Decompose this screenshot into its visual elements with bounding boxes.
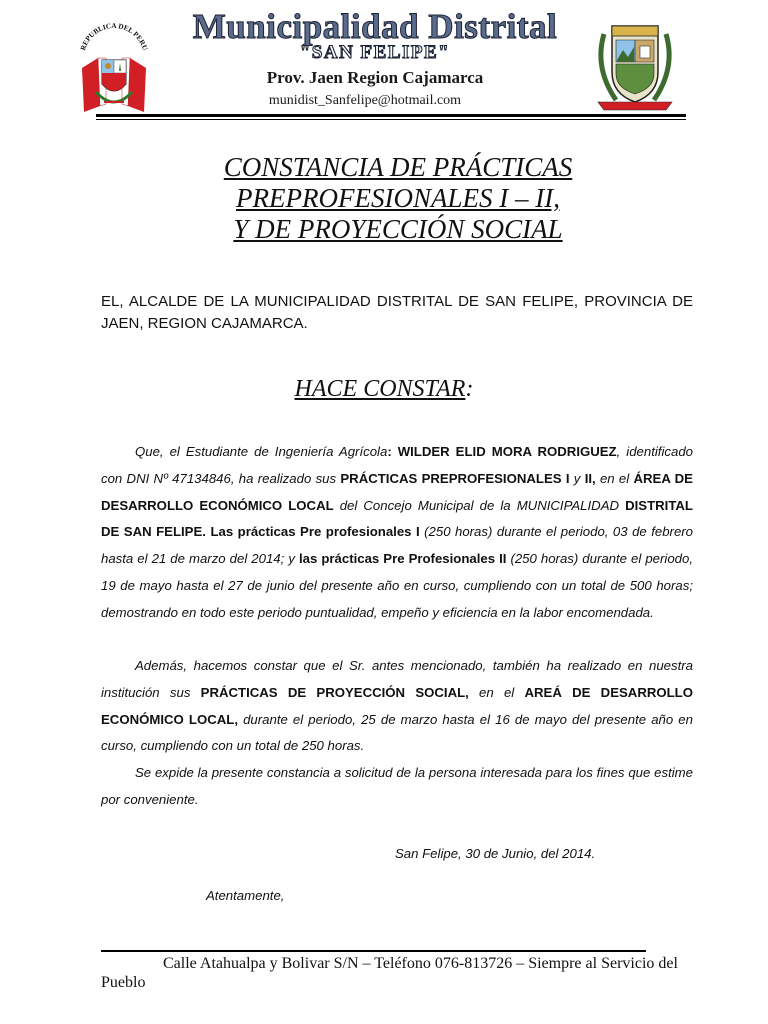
header-divider: [96, 114, 686, 117]
document-title-line-3: Y DE PROYECCIÓN SOCIAL: [233, 214, 563, 244]
footer-divider: [101, 950, 646, 952]
hace-constar-heading: HACE CONSTAR:: [294, 376, 474, 402]
province-line: Prov. Jaen Region Cajamarca: [266, 68, 484, 87]
place-and-date: San Felipe, 30 de Junio, del 2014.: [395, 846, 596, 861]
contact-email: munidist_Sanfelipe@hotmail.com: [268, 93, 462, 108]
svg-text:REPUBLICA DEL PERU: [79, 22, 149, 52]
san-felipe-municipal-shield-icon: [590, 14, 680, 114]
peru-coat-of-arms-icon: [76, 14, 152, 114]
municipality-title: Municipalidad Distrital: [192, 7, 558, 46]
document-title-line-2: PREPROFESIONALES I – II,: [236, 183, 560, 213]
certification-paragraph-1: Que, el Estudiante de Ingeniería Agrícola: WILDER ELID MORA RODRIGUEZ, identificado con DNI Nº 47134846, ha realizado sus PRÁCTICAS PREPROFESIONALES I y II, en el ÁREA DE DESARROLLO ECONÓMICO LOCAL del Concejo Municipal de la MUNICIPALIDAD DISTRITAL DE SAN FELIPE. Las prácticas Pre profesionales I (250 horas) durante el periodo, 03 de febrero hasta el 21 de marzo del 2014; y las prácticas Pre Profesionales II (250 horas) durante el periodo, 19 de mayo hasta el 27 de junio del presente año en curso, cumpliendo con un total de 500 horas; demostrando en todo este periodo puntualidad, empeño y eficiencia en la labor encomendada.: [101, 444, 694, 620]
certification-paragraph-2: Además, hacemos constar que el Sr. antes mencionado, también ha realizado en nuestra institución sus PRÁCTICAS DE PROYECCIÓN SOCIAL, en el AREÁ DE DESARROLLO ECONÓMICO LOCAL, durante el periodo, 25 de marzo hasta el 16 de mayo del presente año en curso, cumpliendo con un total de 250 horas.: [101, 658, 693, 754]
certification-paragraph-3: Se expide la presente constancia a solicitud de la persona interesada para los fines que estime por conveniente.: [101, 765, 693, 807]
closing-salutation: Atentamente,: [206, 888, 285, 903]
header-divider-thin: [96, 119, 686, 120]
emblem-caption: REPUBLICA DEL PERU: [79, 21, 149, 52]
municipality-subtitle: "SAN FELIPE": [299, 42, 451, 63]
document-title-line-1: CONSTANCIA DE PRÁCTICAS: [223, 152, 573, 182]
issuer-statement: EL, ALCALDE DE LA MUNICIPALIDAD DISTRITAL DE SAN FELIPE, PROVINCIA DE JAEN, REGION CAJAMARCA.: [101, 293, 693, 332]
footer-address: Calle Atahualpa y Bolivar S/N – Teléfono 076-813726 – Siempre al Servicio del Pueblo: [101, 955, 678, 991]
